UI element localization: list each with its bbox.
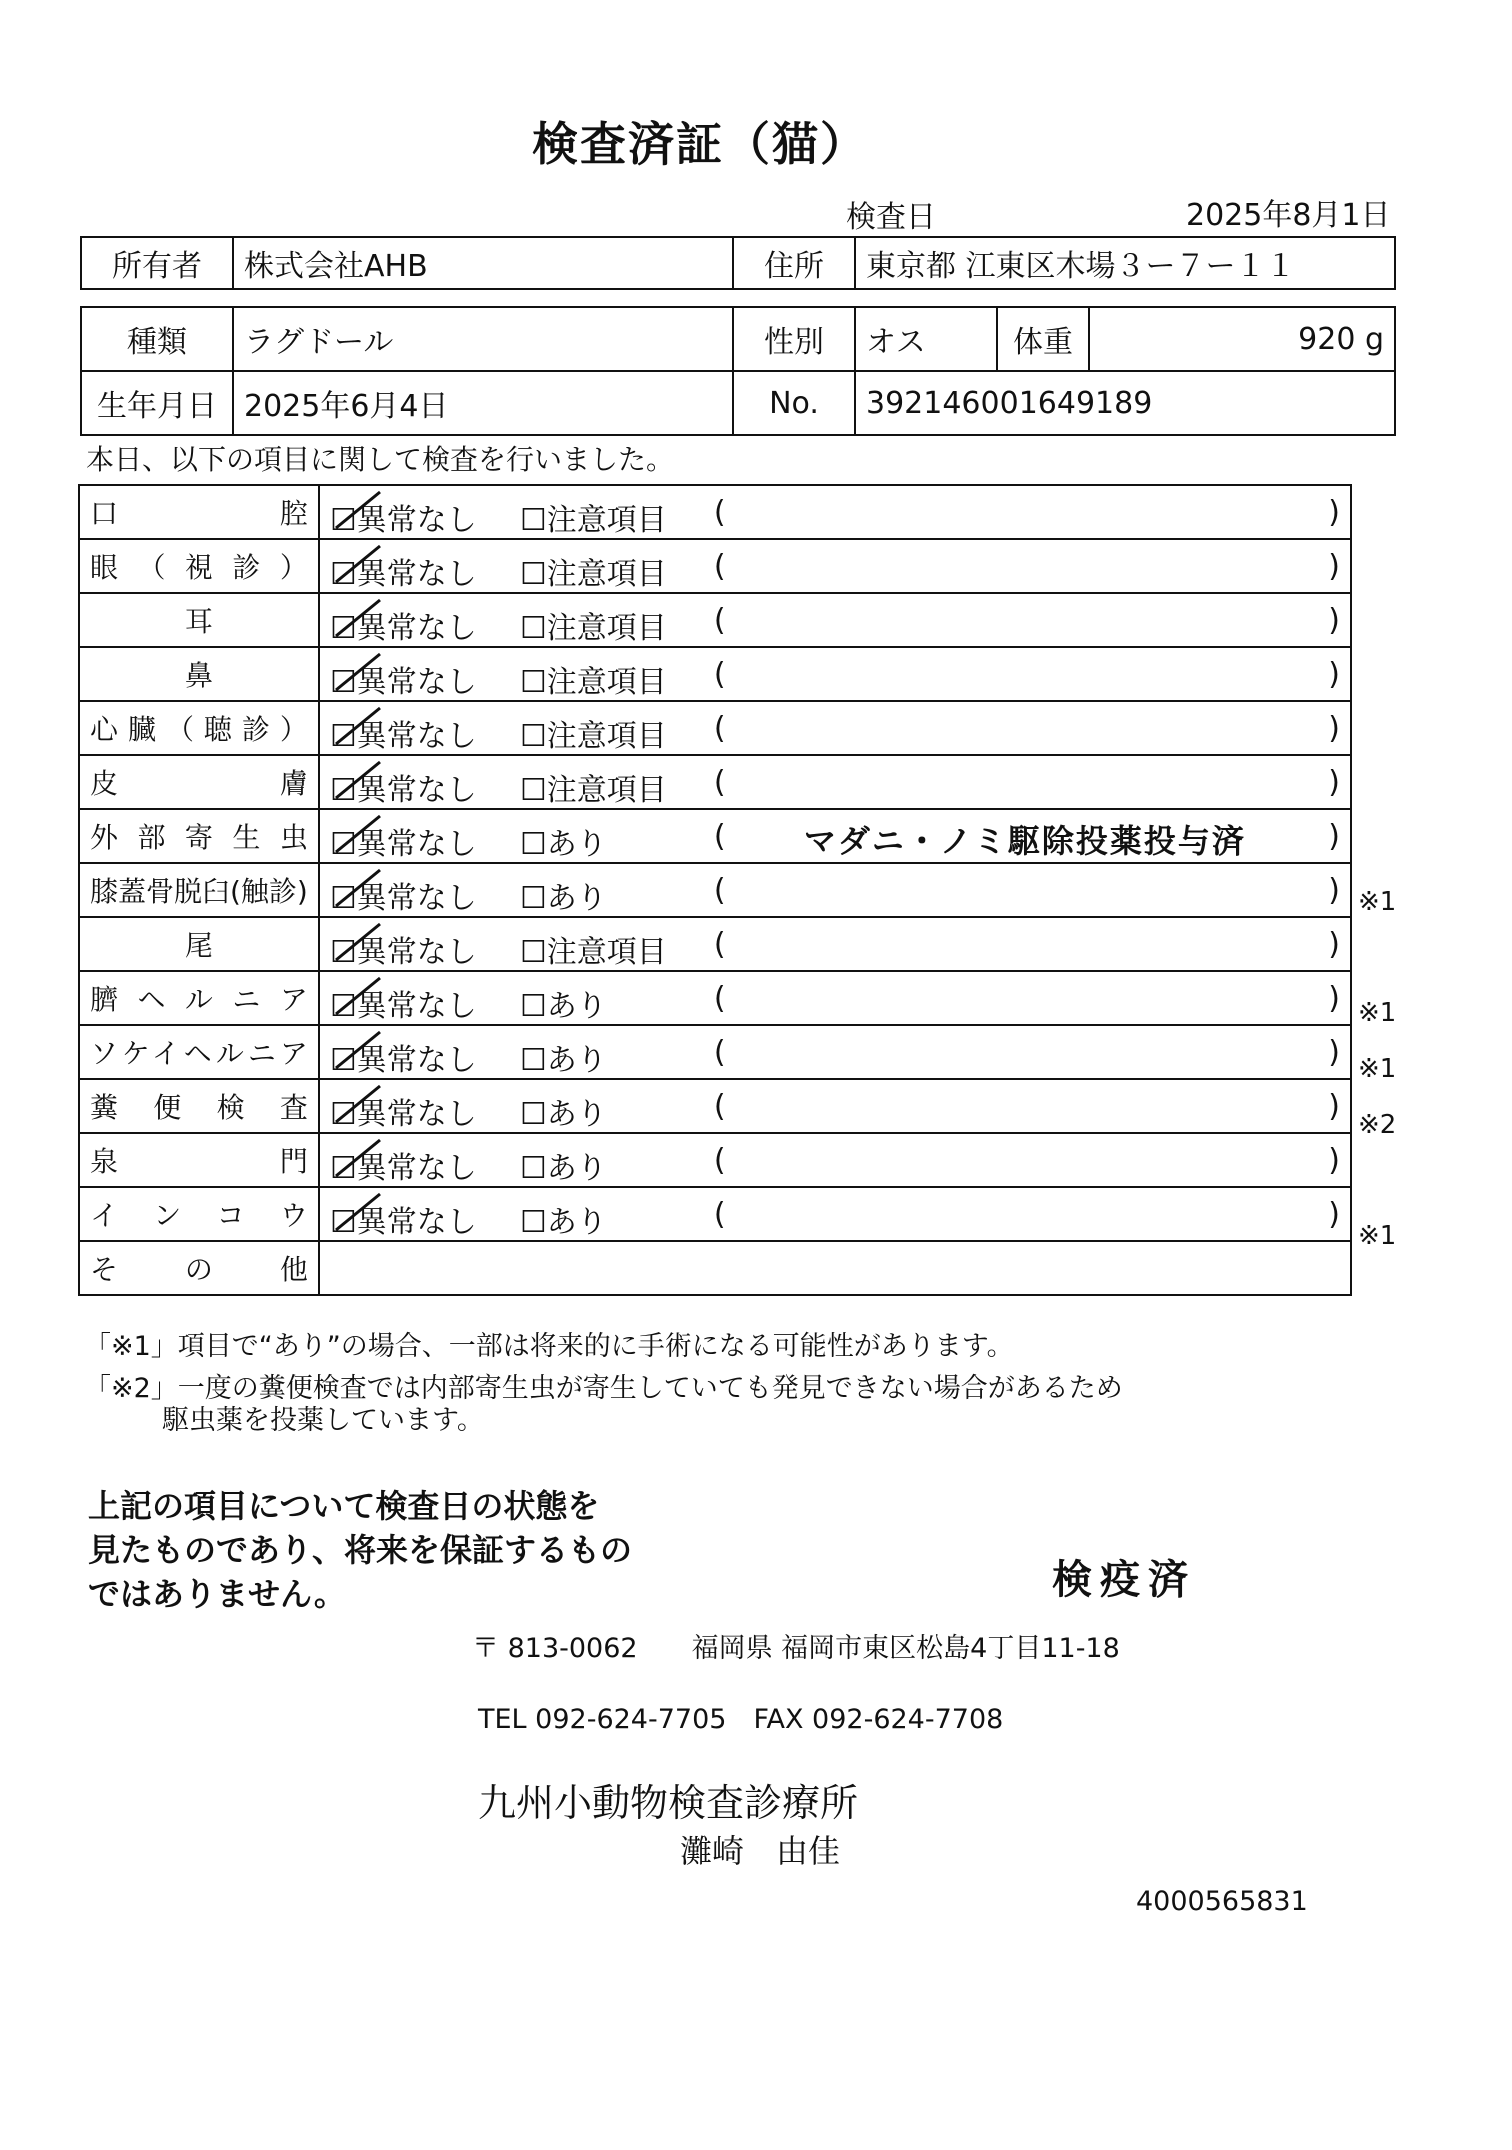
note-paren-close: ) <box>1328 981 1340 1016</box>
no-abnormality-checkbox[interactable]: ☐異常なし <box>329 989 477 1024</box>
clinic-name: 九州小動物検査診療所 <box>478 1781 859 1825</box>
check-row <box>79 917 1351 971</box>
other-label: その他 <box>79 1241 319 1295</box>
check-item-label: 眼（視診） <box>79 539 319 593</box>
check-row <box>79 1079 1351 1133</box>
check-row <box>79 1133 1351 1187</box>
note-paren-close: ) <box>1328 549 1340 584</box>
note-paren-close: ) <box>1328 1143 1340 1178</box>
note-paren-open: ( <box>713 981 726 1016</box>
check-item-label: 糞便検査 <box>79 1079 319 1133</box>
footnote-2: 「※2」一度の糞便検査では内部寄生虫が寄生していても発見できない場合があるため <box>84 1373 1123 1404</box>
check-item-label: 鼻 <box>79 647 319 701</box>
note-paren-open: ( <box>713 1197 726 1232</box>
address-value: 東京都 江東区木場３ー７ー１１ <box>855 237 1395 289</box>
sex-label: 性別 <box>733 307 855 371</box>
footnote-marker: ※1 <box>1358 887 1397 918</box>
no-abnormality-checkbox[interactable]: ☐異常なし <box>329 773 477 808</box>
check-row <box>79 1187 1351 1241</box>
microchip-number: 392146001649189 <box>855 371 1395 435</box>
note-paren-close: ) <box>1328 927 1340 962</box>
footnote-marker: ※2 <box>1358 1109 1397 1140</box>
note-paren-close: ) <box>1328 603 1340 638</box>
note-paren-open: ( <box>713 549 726 584</box>
note-paren-close: ) <box>1328 1089 1340 1124</box>
note-paren-open: ( <box>713 495 726 530</box>
check-table <box>78 484 1352 1296</box>
alt-option-checkbox[interactable]: ☐あり <box>519 1151 607 1186</box>
note-paren-open: ( <box>713 765 726 800</box>
check-item-label: ソケイヘルニア <box>79 1025 319 1079</box>
alt-option-checkbox[interactable]: ☐あり <box>519 827 607 862</box>
check-row <box>79 755 1351 809</box>
no-label: No. <box>733 371 855 435</box>
no-abnormality-checkbox[interactable]: ☐異常なし <box>329 557 477 592</box>
owner-label: 所有者 <box>81 237 233 289</box>
alt-option-checkbox[interactable]: ☐注意項目 <box>519 935 667 970</box>
no-abnormality-checkbox[interactable]: ☐異常なし <box>329 503 477 538</box>
no-abnormality-checkbox[interactable]: ☐異常なし <box>329 719 477 754</box>
check-item-label: 泉門 <box>79 1133 319 1187</box>
page-title: 検査済証（猫） <box>532 117 868 171</box>
check-item-label: 尾 <box>79 917 319 971</box>
check-row <box>79 701 1351 755</box>
note-paren-open: ( <box>713 711 726 746</box>
note-paren-open: ( <box>713 1089 726 1124</box>
note-paren-close: ) <box>1328 873 1340 908</box>
no-abnormality-checkbox[interactable]: ☐異常なし <box>329 1151 477 1186</box>
note-paren-close: ) <box>1328 657 1340 692</box>
weight-label: 体重 <box>997 307 1089 371</box>
quarantine-stamp: 検疫済 <box>1052 1557 1196 1603</box>
check-item-label: 膝蓋骨脱臼(触診) <box>79 863 319 917</box>
alt-option-checkbox[interactable]: ☐注意項目 <box>519 503 667 538</box>
no-abnormality-checkbox[interactable]: ☐異常なし <box>329 1205 477 1240</box>
alt-option-checkbox[interactable]: ☐注意項目 <box>519 719 667 754</box>
clinic-address: 〒 813-0062 福岡県 福岡市東区松島4丁目11-18 <box>472 1633 1120 1664</box>
check-row-other <box>79 1241 1351 1295</box>
check-row <box>79 647 1351 701</box>
note-paren-open: ( <box>713 873 726 908</box>
address-label: 住所 <box>733 237 855 289</box>
note-paren-open: ( <box>713 819 726 854</box>
note-paren-open: ( <box>713 1143 726 1178</box>
note-paren-open: ( <box>713 1035 726 1070</box>
note-paren-open: ( <box>713 927 726 962</box>
check-item-label: 耳 <box>79 593 319 647</box>
exam-date-label: 検査日 <box>846 200 936 235</box>
veterinarian-name: 灘崎 由佳 <box>680 1832 841 1870</box>
owner-table <box>80 236 1396 290</box>
alt-option-checkbox[interactable]: ☐注意項目 <box>519 557 667 592</box>
footnote-marker: ※1 <box>1358 1220 1397 1251</box>
alt-option-checkbox[interactable]: ☐注意項目 <box>519 773 667 808</box>
footnote-2-cont: 駆虫薬を投薬しています。 <box>162 1405 484 1436</box>
footnote-1: 「※1」項目で“あり”の場合、一部は将来的に手術になる可能性があります。 <box>84 1331 1014 1362</box>
check-row <box>79 809 1351 863</box>
check-item-label: 口腔 <box>79 485 319 539</box>
note-paren-close: ) <box>1328 1035 1340 1070</box>
check-row <box>79 593 1351 647</box>
document-id: 4000565831 <box>1136 1886 1308 1917</box>
alt-option-checkbox[interactable]: ☐あり <box>519 1043 607 1078</box>
footnote-marker: ※1 <box>1358 998 1397 1029</box>
alt-option-checkbox[interactable]: ☐あり <box>519 881 607 916</box>
alt-option-checkbox[interactable]: ☐注意項目 <box>519 611 667 646</box>
no-abnormality-checkbox[interactable]: ☐異常なし <box>329 1043 477 1078</box>
check-note: マダニ・ノミ駆除投薬投与済 <box>803 822 1246 860</box>
alt-option-checkbox[interactable]: ☐あり <box>519 989 607 1024</box>
check-item-label: 臍ヘルニア <box>79 971 319 1025</box>
check-row <box>79 971 1351 1025</box>
exam-date: 2025年8月1日 <box>1186 198 1391 233</box>
weight-value: 920 g <box>1089 307 1395 371</box>
check-item-label: インコウ <box>79 1187 319 1241</box>
check-item-label: 外部寄生虫 <box>79 809 319 863</box>
check-row <box>79 485 1351 539</box>
intro-text: 本日、以下の項目に関して検査を行いました。 <box>86 443 675 476</box>
note-paren-close: ) <box>1328 495 1340 530</box>
no-abnormality-checkbox[interactable]: ☐異常なし <box>329 881 477 916</box>
other-value <box>319 1241 1351 1295</box>
disclaimer: 上記の項目について検査日の状態を 見たものであり、将来を保証するもの ではありません。 <box>88 1487 633 1613</box>
note-paren-open: ( <box>713 603 726 638</box>
breed-label: 種類 <box>81 307 233 371</box>
note-paren-close: ) <box>1328 1197 1340 1232</box>
no-abnormality-checkbox[interactable]: ☐異常なし <box>329 827 477 862</box>
note-paren-close: ) <box>1328 711 1340 746</box>
breed-value: ラグドール <box>233 307 733 371</box>
check-item-label: 心臓（聴診） <box>79 701 319 755</box>
no-abnormality-checkbox[interactable]: ☐異常なし <box>329 611 477 646</box>
alt-option-checkbox[interactable]: ☐注意項目 <box>519 665 667 700</box>
note-paren-close: ) <box>1328 819 1340 854</box>
check-item-label: 皮膚 <box>79 755 319 809</box>
birth-label: 生年月日 <box>81 371 233 435</box>
check-row <box>79 539 1351 593</box>
note-paren-open: ( <box>713 657 726 692</box>
check-row <box>79 1025 1351 1079</box>
animal-info-table <box>80 306 1396 436</box>
no-abnormality-checkbox[interactable]: ☐異常なし <box>329 935 477 970</box>
footnote-marker: ※1 <box>1358 1054 1397 1084</box>
check-row <box>79 863 1351 917</box>
no-abnormality-checkbox[interactable]: ☐異常なし <box>329 665 477 700</box>
alt-option-checkbox[interactable]: ☐あり <box>519 1205 607 1240</box>
birth-value: 2025年6月4日 <box>233 371 733 435</box>
clinic-phone: TEL 092-624-7705 FAX 092-624-7708 <box>478 1704 1004 1735</box>
alt-option-checkbox[interactable]: ☐あり <box>519 1097 607 1132</box>
owner-value: 株式会社AHB <box>233 237 733 289</box>
sex-value: オス <box>855 307 997 371</box>
note-paren-close: ) <box>1328 765 1340 800</box>
no-abnormality-checkbox[interactable]: ☐異常なし <box>329 1097 477 1132</box>
